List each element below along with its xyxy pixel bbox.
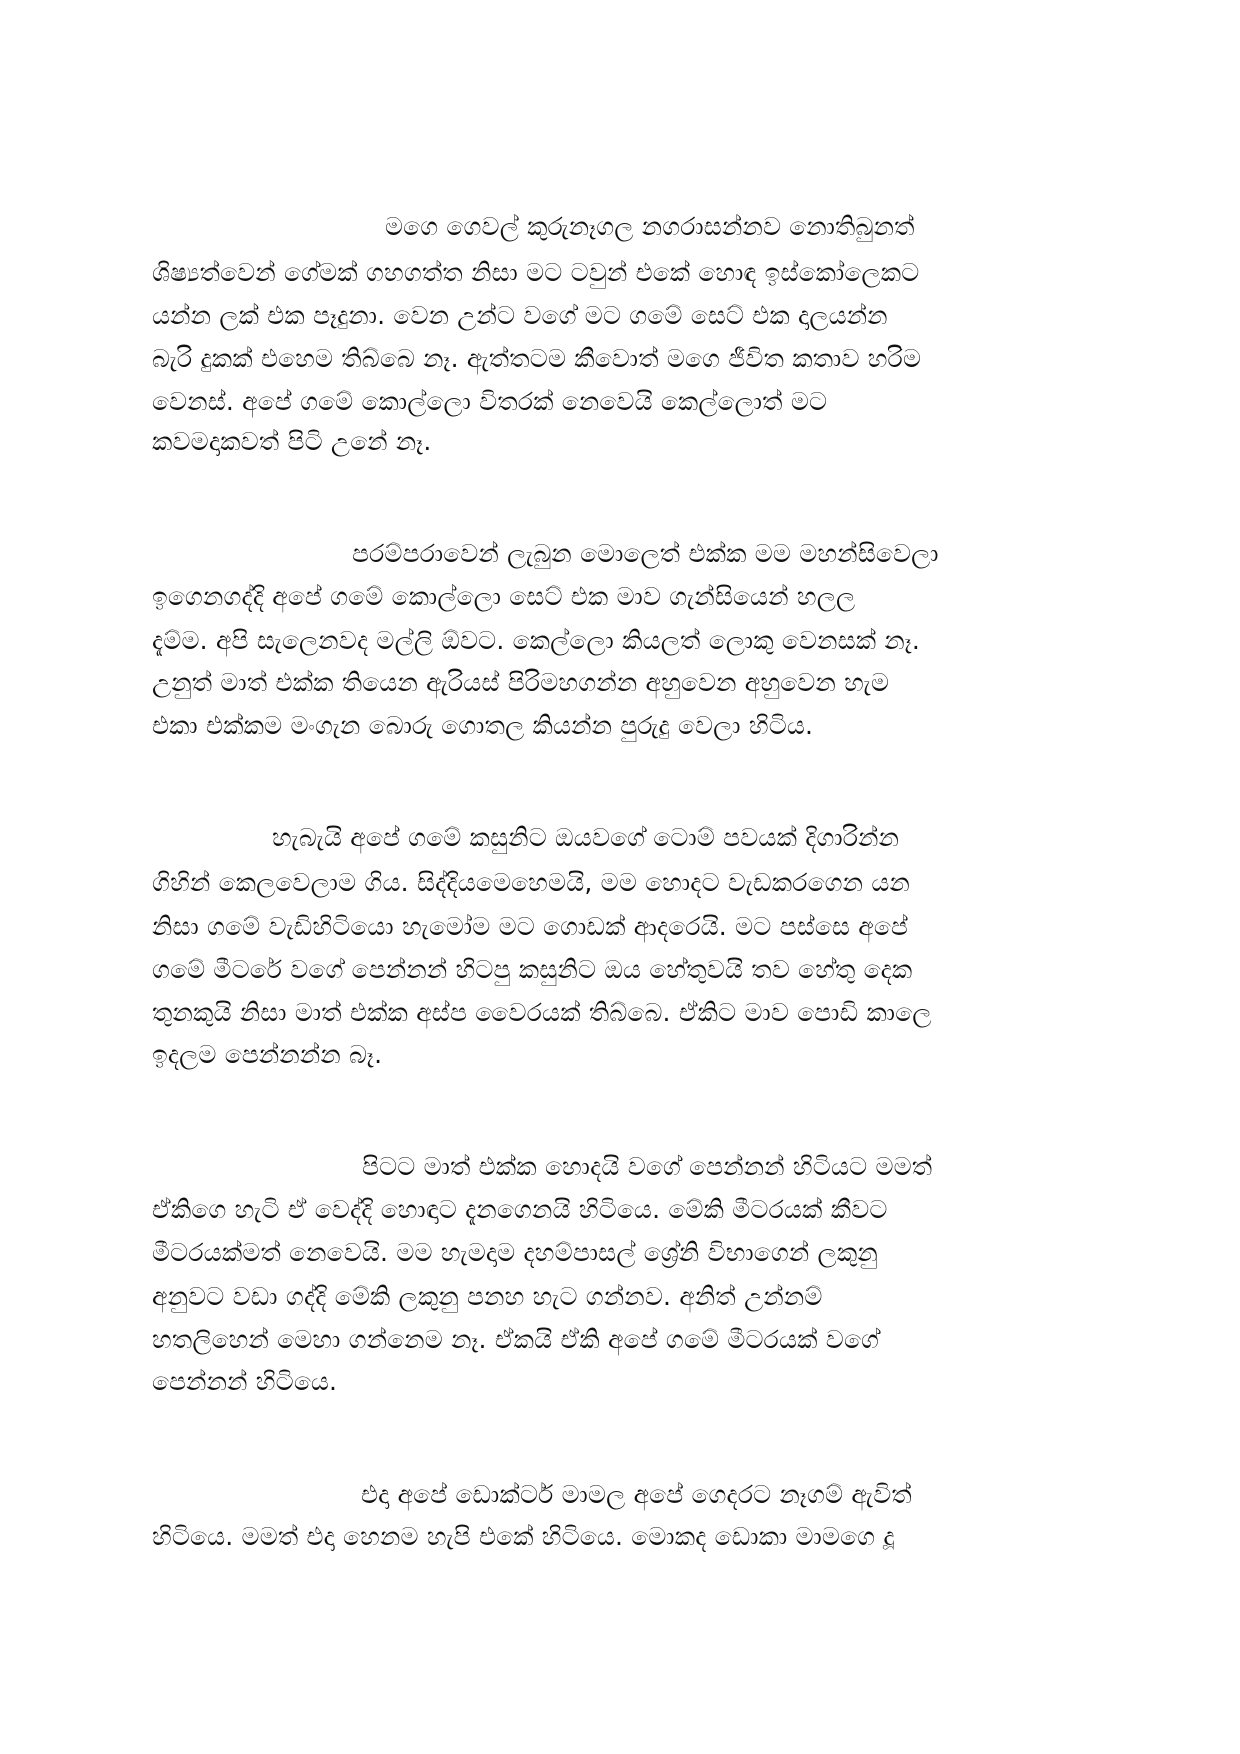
text-line: මීටරයක්මත් නෙවෙයි. මම හැමදාම දහම්පාසල් ශ්‍රේනි විභාගෙන් ලකුනු	[152, 1238, 878, 1267]
text-line: වෙනස්. අපේ ගමේ කොල්ලො විතරක් නෙවෙයි කෙල්ලොත් මට	[152, 387, 828, 416]
text-line: ඉදලම පෙන්නන්න බෑ.	[152, 1040, 383, 1069]
text-line: එකා එක්කම මංගැන බොරු ගොතල කියන්න පුරුදු වෙලා හිටිය.	[152, 711, 814, 740]
text-line: හැබැයි අපේ ගමේ කසුනිට ඔයවගේ ටොම් පවයක් දිගාරින්න	[272, 823, 900, 852]
text-line: ඒකිගෙ හැටි ඒ වෙද්දි හොඳාට දැනගෙනයි හිටියෙ. මේකි මීටරයක් කීවට	[152, 1195, 888, 1224]
text-line: ගිහින් කෙලවෙලාම ගිය. සිද්දියමෙහෙමයි, මම හොදට වැඩකරගෙන යන	[152, 868, 910, 897]
text-line: හිටියෙ. මමත් එදා හෙනම හැපි එකේ හිටියෙ. මොකද ඩොකා මාමගෙ දූ	[152, 1522, 895, 1551]
text-line: ගමේ මීටරේ වගේ පෙන්නන් හිටපු කසුනිට ඔය හේතුවයි තව හේතු දෙක	[152, 955, 913, 984]
text-line: නිසා ගමේ වැඩිහිටියො හැමෝම මට ගොඩක් ආදරෙයි. මට පස්සෙ අපේ	[152, 912, 908, 941]
text-line: තුනකුයි නිසා මාත් එක්ක අස්ප වෛරයක් තිබ්බෙ. ඒකිට මාව පොඩි කාලෙ	[152, 998, 932, 1027]
text-line: පෙන්නන් හිටියෙ.	[152, 1367, 338, 1396]
text-line: උනුත් මාත් එක්ක තියෙන ඇරියස් පිරිමහගන්න අහුවෙන අහුවෙන හැම	[152, 668, 890, 697]
text-line: හතලිහෙන් මෙහා ගන්නෙම නෑ. ඒකයි ඒකි අපේ ගමේ මීටරයක් වගේ	[152, 1325, 880, 1354]
text-line: කවමදාකවත් පිටි උනේ නෑ.	[152, 427, 432, 456]
text-line: මගෙ ගෙවල් කුරුනෑගල නගරාසන්නව නොතිබුනත්	[385, 212, 915, 241]
text-line: යන්න ලක් එක පෑදුනා. වෙන උන්ට වගේ මට ගමේ සෙට් එක දාලයන්න	[152, 301, 888, 330]
text-line: ඉගෙනගද්දි අපේ ගමේ කොල්ලො සෙට් එක මාව ගැන්සියෙන් හලල	[152, 582, 856, 611]
text-line: අනුවට වඩා ගද්දි මේකි ලකුනු පනහ හැට ගන්නව. අනිත් උන්නම්	[152, 1282, 823, 1311]
text-line: එදා අපේ ඩොක්ටර් මාමල අපේ ගෙදරට නෑගම් ඇවිත්	[361, 1480, 912, 1509]
text-line: දැම්ම. අපි සැලෙනවද මල්ලි ඕවට. කෙල්ලො කියලත් ලොකු වෙනසක් නෑ.	[152, 626, 921, 655]
text-line: බැරි දුකක් එහෙම තිබ්බෙ නෑ. ඇත්තටම කීවොත් මගෙ ජීවිත කතාව හරිම	[152, 344, 922, 373]
text-line: පරම්පරාවෙන් ලැබුන මොලෙත් එක්ක මම මහන්සිවෙලා	[352, 539, 939, 568]
text-line: පිටට මාත් එක්ක හොදයි වගේ පෙන්නන් හිටියට මමත්	[362, 1152, 933, 1181]
text-line: ශිෂ්‍යත්වෙන් ගේමක් ගහගත්ත නිසා මට ටවුන් එකේ හොඳ ඉස්කෝලෙකට	[152, 258, 920, 287]
